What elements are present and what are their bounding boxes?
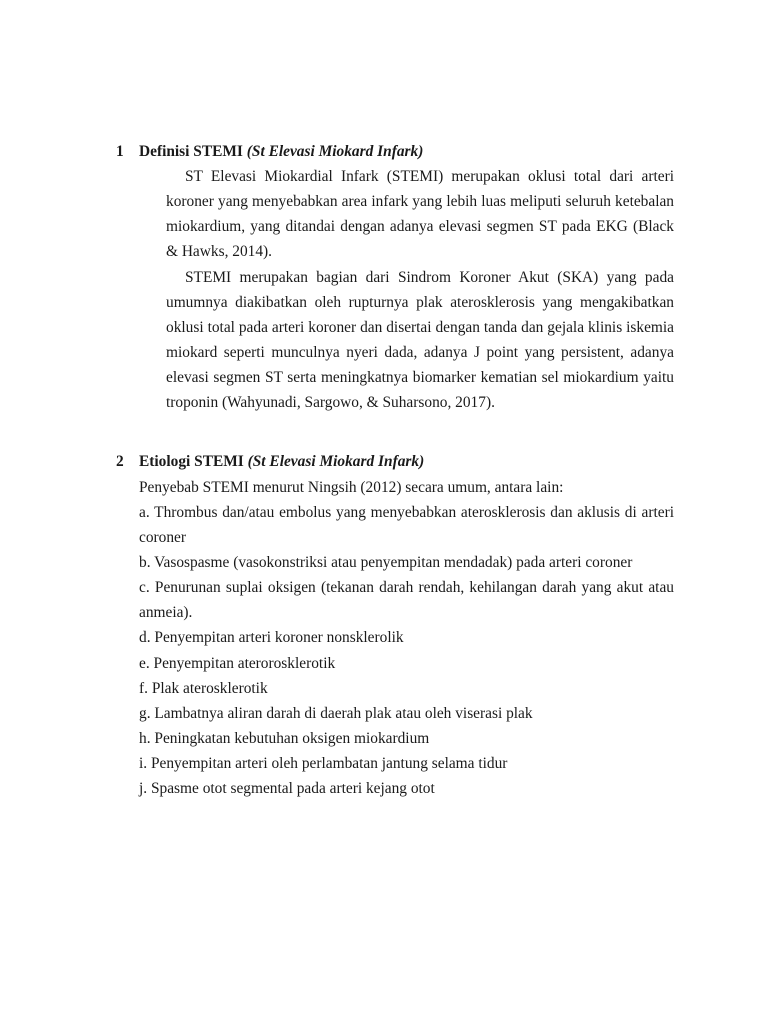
section-2-intro: Penyebab STEMI menurut Ningsih (2012) secara umum, antara lain: [139,479,564,496]
section-1-heading [116,142,676,162]
section-2-number: 2 [116,453,124,470]
section-1-number: 1 [116,143,124,160]
section-1-title: Definisi STEMI [139,143,243,160]
section-2-heading [116,452,676,472]
section-1-paragraph-1: ST Elevasi Miokardial Infark (STEMI) merupakan oklusi total dari arteri koroner yang menyebabkan area infark yang lebih luas meliputi seluruh ketebalan miokardium, yang ditandai dengan adanya elevasi segmen ST pada EKG (Black & Hawks, 2014). [166,168,674,260]
list-item-e: e. Penyempitan aterorosklerotik [139,655,336,672]
list-item-j: j. Spasme otot segmental pada arteri kejang otot [139,780,435,797]
list-item-i: i. Penyempitan arteri oleh perlambatan jantung selama tidur [139,755,508,772]
section-2-title-italic: (St Elevasi Miokard Infark) [247,453,425,470]
section-1-paragraph-2: STEMI merupakan bagian dari Sindrom Koroner Akut (SKA) yang pada umumnya diakibatkan oleh rupturnya plak aterosklerosis yang mengakibatkan oklusi total pada arteri koroner dan disertai dengan tanda dan gejala klinis iskemia miokard seperti munculnya nyeri dada, adanya J point yang persistent, adanya elevasi segmen ST serta meningkatnya biomarker kematian sel miokardium yaitu troponin (Wahyunadi, Sargowo, & Suharsono, 2017). [166,269,674,411]
list-item-f: f. Plak aterosklerotik [139,680,268,697]
list-item-c: c. Penurunan suplai oksigen (tekanan darah rendah, kehilangan darah yang akut atau anmeia). [139,579,674,621]
list-item-g: g. Lambatnya aliran darah di daerah plak atau oleh viserasi plak [139,705,533,722]
section-1-title-italic: (St Elevasi Miokard Infark) [246,143,424,160]
list-item-b: b. Vasospasme (vasokonstriksi atau penyempitan mendadak) pada arteri coroner [139,554,633,571]
section-2-title: Etiologi STEMI [139,453,244,470]
list-item-a: a. Thrombus dan/atau embolus yang menyebabkan aterosklerosis dan aklusis di arteri coroner [139,504,674,546]
list-item-h: h. Peningkatan kebutuhan oksigen miokardium [139,730,430,747]
list-item-d: d. Penyempitan arteri koroner nonsklerolik [139,629,404,646]
